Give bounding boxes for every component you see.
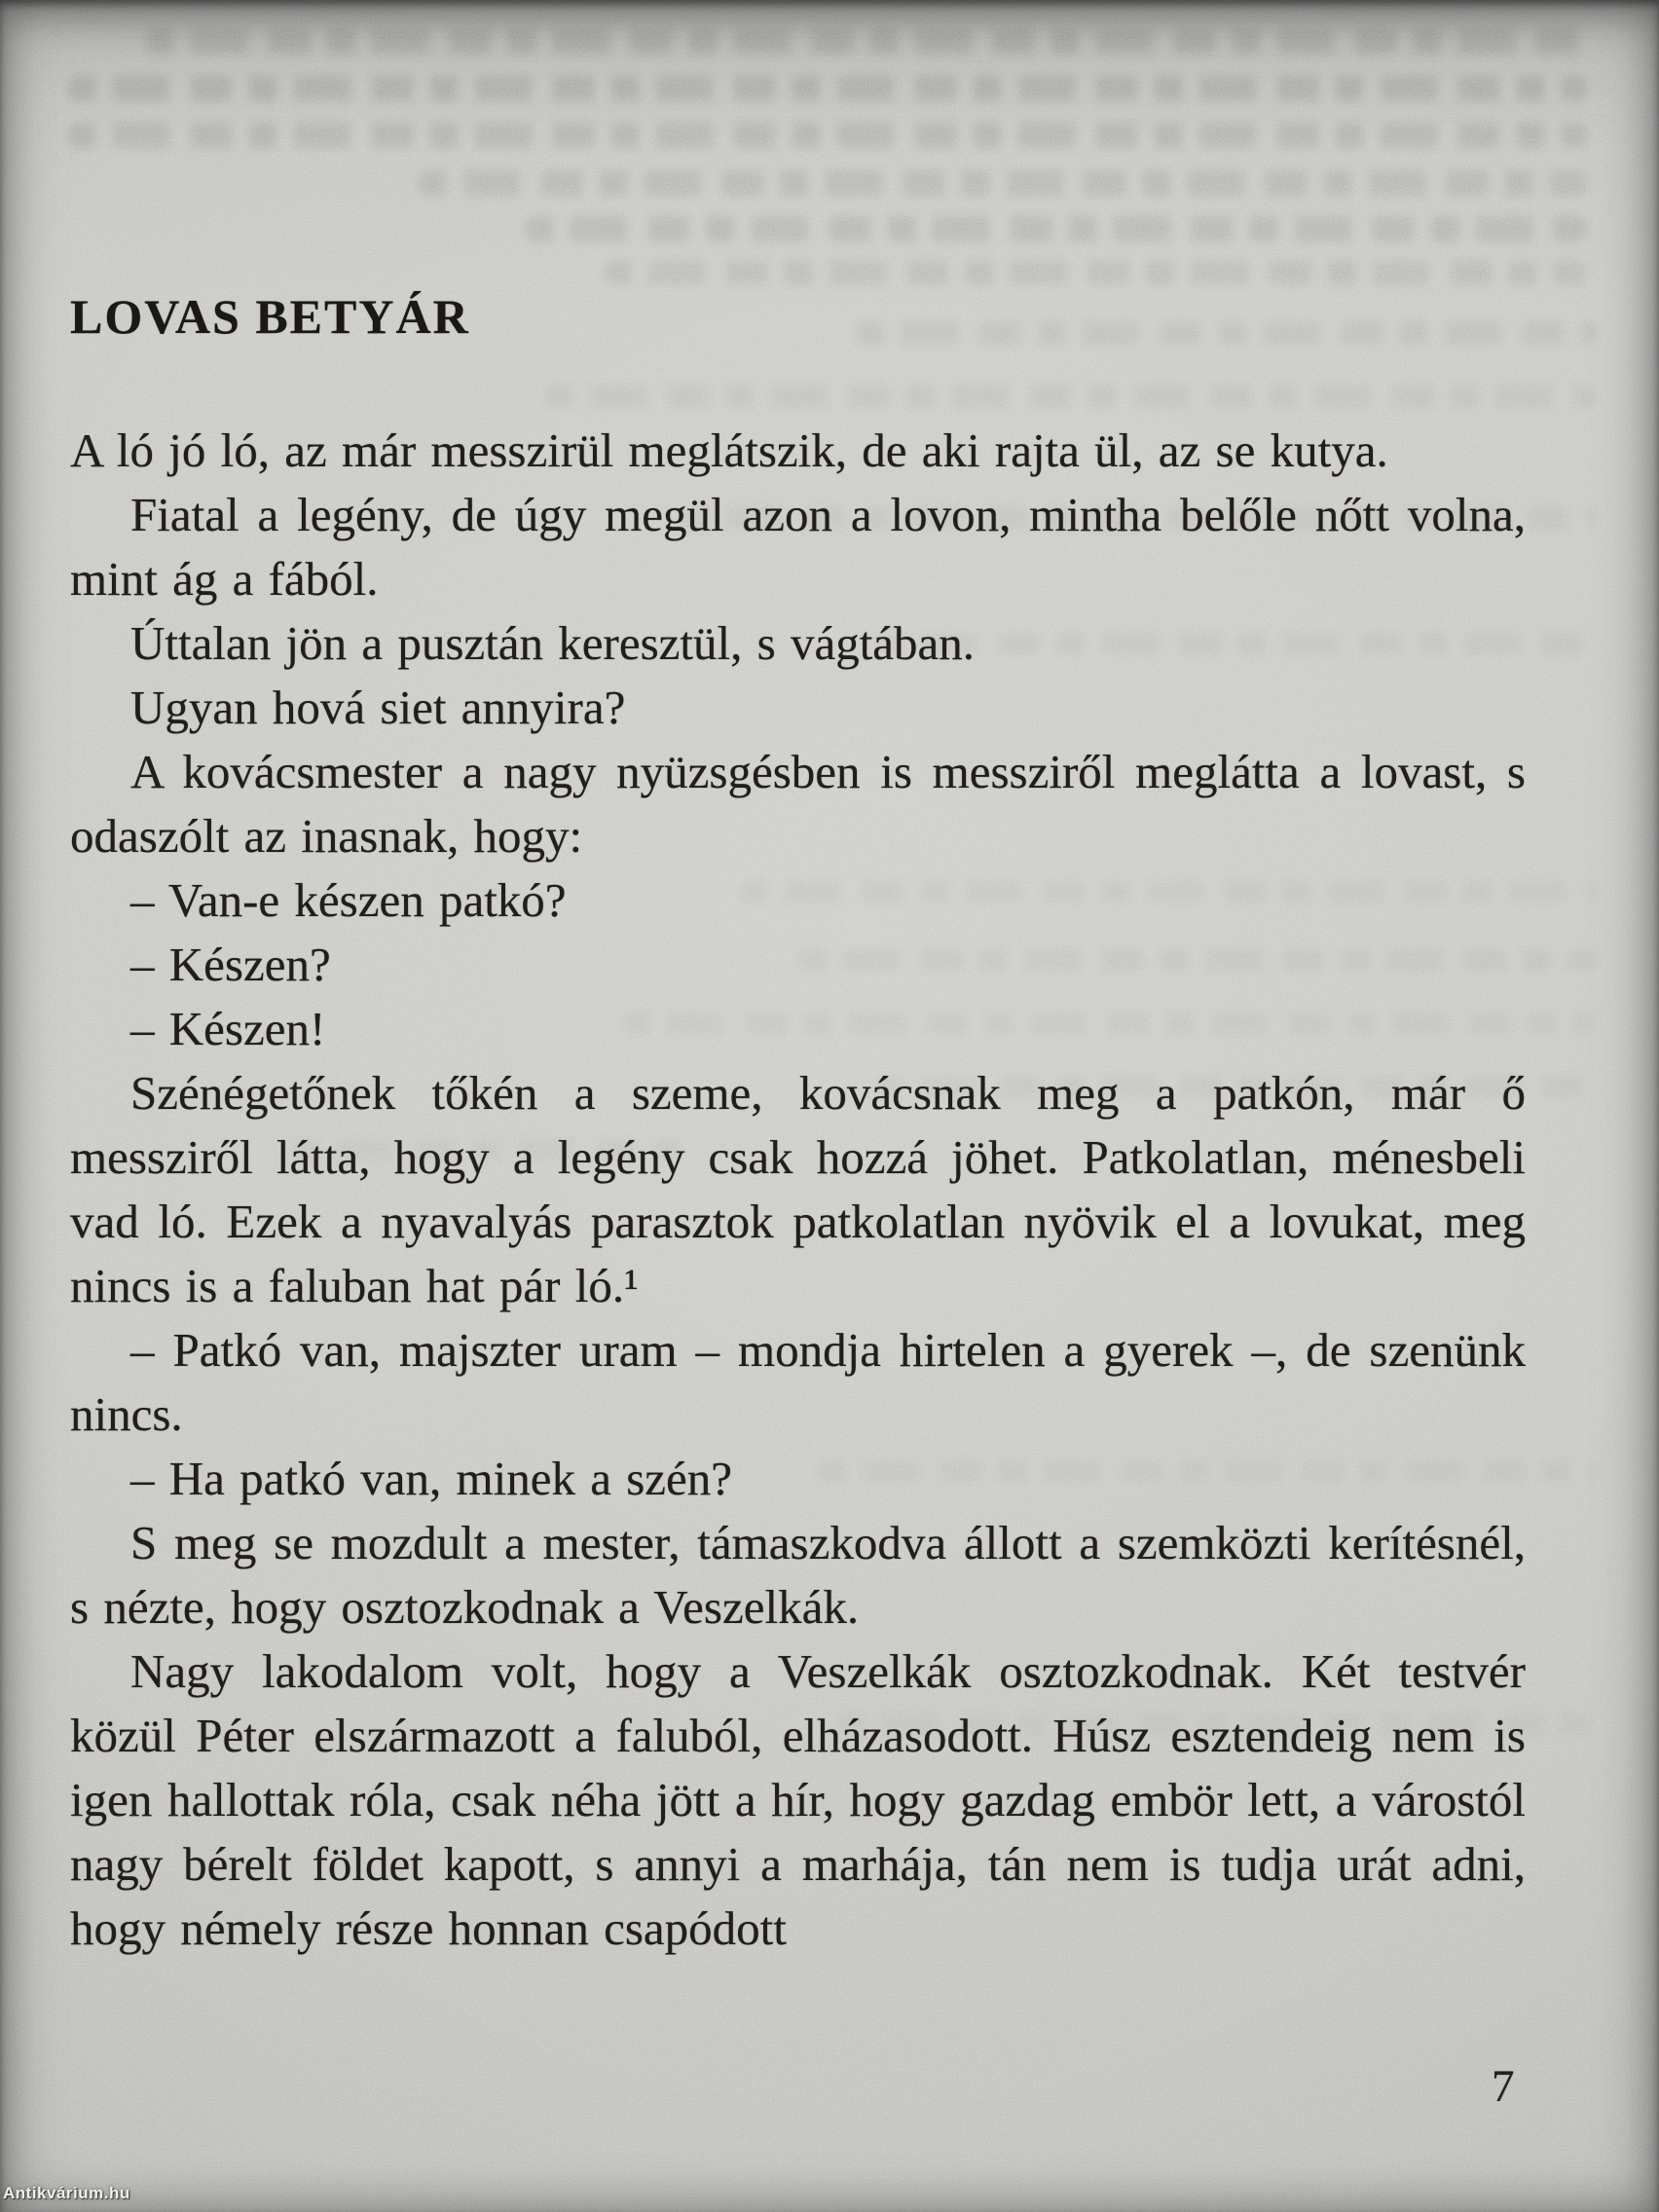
page-number: 7 (1492, 2061, 1515, 2112)
bleed-through-text-artifact (419, 170, 1587, 196)
story-paragraph: A ló jó ló, az már messzirül meglátszik, de aki rajta ül, az se kutya. (70, 424, 1388, 477)
story-paragraph: S meg se mozdult a mester, támaszkodva állott a szemközti kerítésnél, s nézte, hogy osztozkodnak a Veszelkák. (70, 1516, 1526, 1634)
story-paragraph: Ugyan hová siet annyira? (130, 681, 626, 734)
dialogue-line: – Van-e készen patkó? (130, 873, 567, 927)
bleed-through-text-artifact (68, 76, 1587, 101)
bleed-through-text-artifact (545, 385, 1597, 408)
story-paragraph: Szénégetőnek tőkén a szeme, kovácsnak meg a patkón, már ő messziről látta, hogy a legény csak hozzá jöhet. Patkolatlan, ménesbeli vad ló. Ezek a nyavalyás parasztok patkolatlan nyövik el a lovukat, meg nincs is a faluban hat pár ló.¹ (70, 1066, 1526, 1312)
antikvarium-watermark: Antikvárium.hu (3, 2184, 130, 2202)
bleed-through-text-artifact (526, 216, 1587, 241)
dialogue-line: – Készen? (130, 938, 331, 991)
story-paragraph: Úttalan jön a pusztán keresztül, s vágtában. (130, 616, 976, 670)
dialogue-line: – Ha patkó van, minek a szén? (130, 1452, 733, 1505)
dialogue-line: – Készen! (130, 1002, 326, 1055)
bleed-through-text-artifact (604, 261, 1587, 284)
bleed-through-text-artifact (857, 321, 1597, 345)
story-text-block (70, 419, 1526, 1961)
bleed-through-text-artifact (146, 29, 1587, 55)
bleed-through-text-artifact (68, 123, 1587, 148)
story-paragraph: Nagy lakodalom volt, hogy a Veszelkák osztozkodnak. Két testvér közül Péter elszármazott a faluból, elházasodott. Húsz esztendeig nem is igen hallottak róla, csak néha jött a hír, hogy gazdag embör lett, a várostól nagy bérelt földet kapott, s annyi a marhája, tán nem is tudja urát adni, hogy némely része honnan csapódott (70, 1644, 1526, 1955)
story-paragraph: A kovácsmester a nagy nyüzsgésben is messziről meglátta a lovast, s odaszólt az inasnak, hogy: (70, 745, 1526, 863)
story-paragraph: Fiatal a legény, de úgy megül azon a lovon, mintha belőle nőtt volna, mint ág a fából. (70, 488, 1526, 606)
chapter-title: LOVAS BETYÁR (70, 289, 470, 344)
dialogue-line: – Patkó van, majszter uram – mondja hirtelen a gyerek –, de szenünk nincs. (70, 1323, 1526, 1441)
